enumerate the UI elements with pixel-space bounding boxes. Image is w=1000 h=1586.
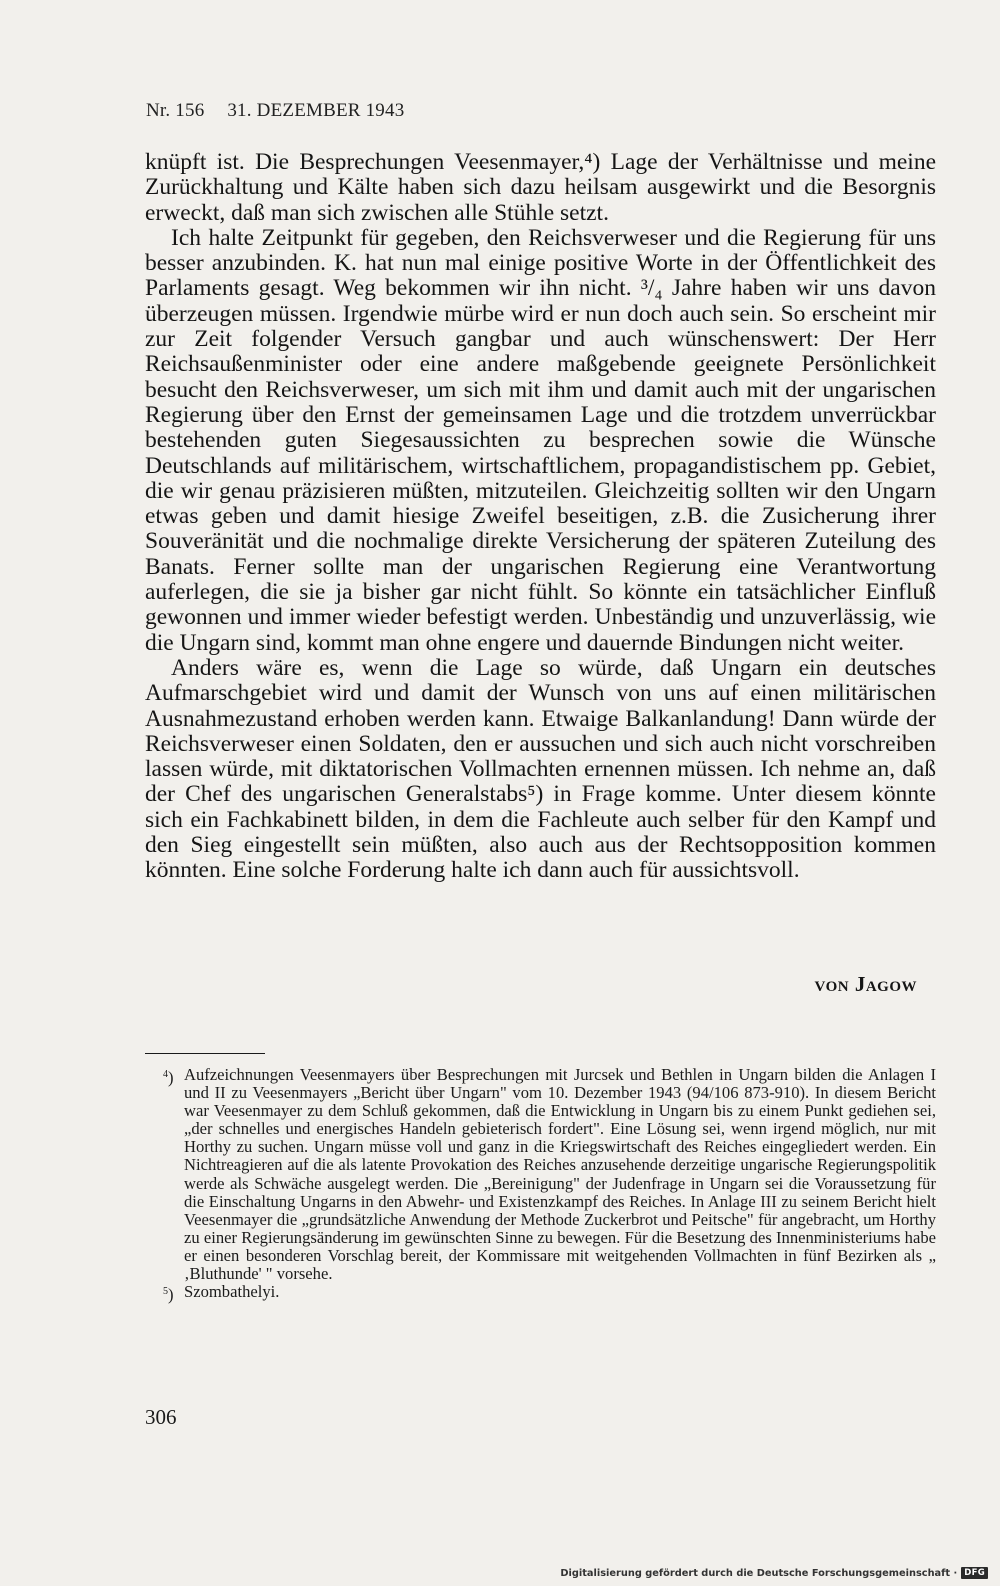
footnotes <box>163 1065 936 1305</box>
digitization-footer <box>560 1567 988 1579</box>
paragraph: knüpft ist. Die Besprechungen Veesenmayer,⁴) Lage der Verhältnisse und meine Zurückhaltung und Kälte haben sich dazu heilsam ausgewirkt und die Besorgnis erweckt, daß man sich zwischen alle Stühle setzt. <box>145 149 936 226</box>
footnote-mark: $^4$) <box>163 1068 174 1087</box>
footnote <box>163 1066 936 1283</box>
footnote <box>163 1282 936 1305</box>
page-number: 306 <box>145 1405 177 1429</box>
document-date: 31. DEZEMBER 1943 <box>227 100 405 121</box>
body-text <box>145 150 936 884</box>
paragraph: Ich halte Zeitpunkt für gegeben, den Reichsverweser und die Regierung für uns besser anzubinden. K. hat nun mal einige positive Worte in der Öffentlichkeit des Parlaments gesagt. Weg bekommen wir ihn nicht. ³/₄ Jahre haben wir uns davon überzeugen müssen. Irgendwie mürbe wird er nun doch auch sein. So erscheint mir zur Zeit folgender Versuch gangbar und auch wünschenswert: Der Herr Reichsaußenminister oder eine andere maßgebende geeignete Persönlichkeit besucht den Reichsverweser, um sich mit ihm und damit auch mit der ungarischen Regierung über den Ernst der gemeinsamen Lage und die trotzdem unverrückbar bestehenden guten Siegesaussichten zu besprechen sowie die Wünsche Deutschlands auf militärischem, wirtschaftlichem, propagandistischem pp. Gebiet, die wir genau präzisieren müßten, mitzuteilen. Gleichzeitig sollten wir den Ungarn etwas geben und damit hiesige Zweifel beseitigen, z.B. die Zusicherung ihrer Souveränität und die nochmalige direkte Versicherung der späteren Zuteilung des Banats. Ferner sollte man der ungarischen Regierung eine Verantwortung auferlegen, die sie ja bisher gar nicht fühlt. So könnte ein tatsächlicher Einfluß gewonnen und immer wieder befestigt werden. Unbeständig und unzuverlässig, wie die Ungarn sind, kommt man ohne engere und dauernde Bindungen nicht weiter. <box>145 224 936 656</box>
dfg-logo: DFG <box>961 1567 988 1579</box>
footnote-text: Aufzeichnungen Veesenmayers über Besprechungen mit Jurcsek und Bethlen in Ungarn bilden die Anlagen I und II zu Veesenmayers „Bericht über Ungarn" vom 10. Dezember 1943 (94/106 873-910). In diesem Bericht war Veesenmayer zu dem Schluß gekommen, daß die Entwicklung in Ungarn bis zu einem Punkt gediehen sei, „der schnelles und energisches Handeln gebieterisch fordert". Eine Lösung sei, wenn irgend möglich, nur mit Horthy zu suchen. Ungarn müsse voll und ganz in die Kriegswirtschaft des Reiches eingegliedert werden. Ein Nichtreagieren auf die als latente Provokation des Reiches anzusehende derzeitige ungarische Regierungspolitik werde als Schwäche ausgelegt werden. Die „Bereinigung" der Judenfrage in Ungarn sei die Voraussetzung für die Einschaltung Ungarns in den Abwehr- und Existenzkampf des Reiches. In Anlage III zu seinem Bericht hielt Veesenmayer die „grundsätzliche Anwendung der Methode Zuckerbrot und Peitsche" für angebracht, um Horthy zu einer Regierungsänderung im gewünschten Sinne zu bewegen. Für die Besetzung des Innenministeriums habe er einen besonderen Vorschlag bereit, der Kommissare mit weitgehenden Vollmachten in fünf Bezirken als „ ‚Bluthunde' " vorsehe. <box>184 1065 936 1284</box>
running-head <box>146 100 404 122</box>
footnote-text: Szombathelyi. <box>184 1282 280 1302</box>
footer-text: Digitalisierung gefördert durch die Deutsche Forschungsgemeinschaft · <box>560 1567 958 1579</box>
document-number: Nr. 156 <box>146 100 205 121</box>
signature: von Jagow <box>814 972 917 996</box>
paragraph: Anders wäre es, wenn die Lage so würde, daß Ungarn ein deutsches Aufmarschgebiet wird und damit der Wunsch von uns auf einen militärischen Ausnahmezustand erhoben werden kann. Etwaige Balkanlandung! Dann würde der Reichsverweser einen Soldaten, den er aussuchen und sich auch nicht vorschreiben lassen würde, mit diktatorischen Vollmachten ernennen müssen. Ich nehme an, daß der Chef des ungarischen Generalstabs⁵) in Frage komme. Unter diesem könnte sich ein Fachkabinett bilden, in dem die Fachleute auch selber für den Kampf und den Sieg eingestellt sein müßten, also auch aus der Rechtsopposition kommen könnten. Eine solche Forderung halte ich dann auch für aussichtsvoll. <box>145 654 936 884</box>
footnote-divider <box>145 1053 265 1054</box>
footnote-mark: $^5$) <box>163 1285 174 1305</box>
